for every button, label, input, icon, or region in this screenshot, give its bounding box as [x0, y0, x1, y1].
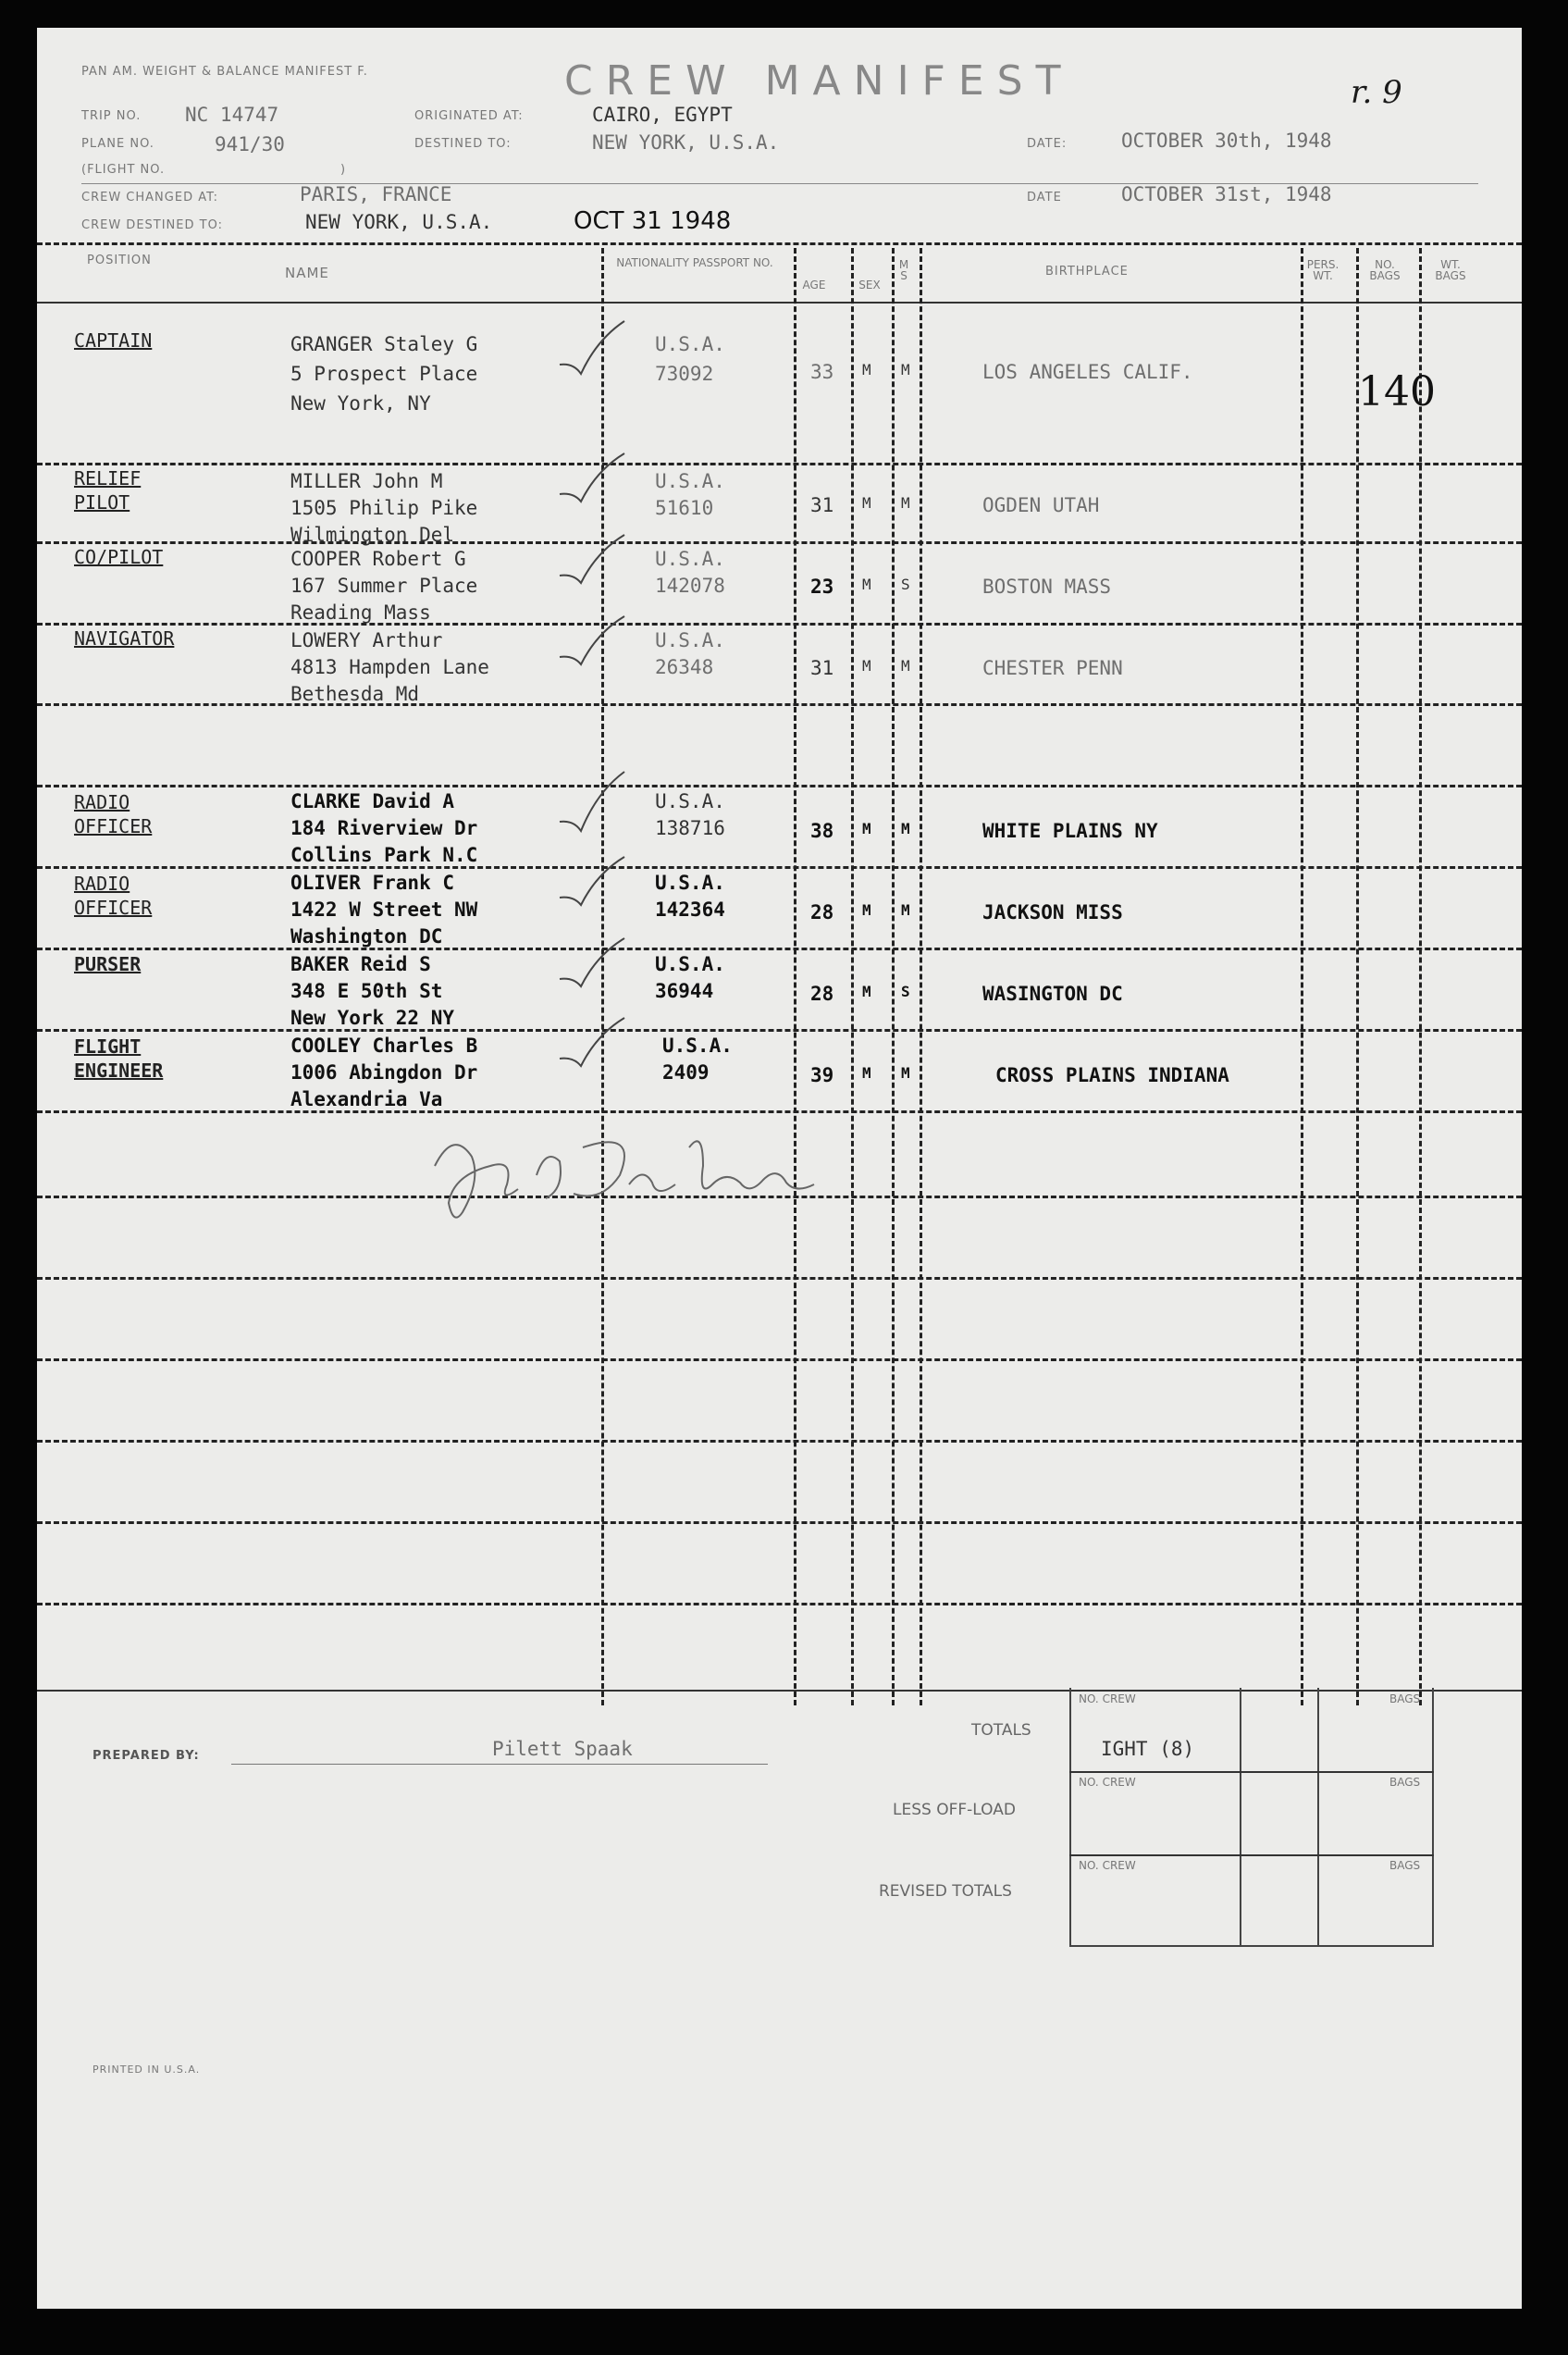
crew-age: 31 [810, 494, 834, 516]
crew-name: GRANGER Staley G [290, 333, 478, 355]
date2-label: DATE [1027, 191, 1062, 205]
less-offload-label: LESS OFF-LOAD [893, 1801, 1016, 1819]
totals-divider-2 [1069, 1854, 1434, 1856]
crew-position-line2: OFFICER [74, 815, 153, 837]
check-mark-icon [555, 613, 629, 677]
crew-name-block [290, 329, 477, 418]
crew-birthplace: LOS ANGELES CALIF. [982, 361, 1193, 383]
col-wt-bags: WT. BAGS [1435, 258, 1466, 282]
check-mark-icon [555, 935, 629, 999]
crew-position: CAPTAIN [74, 329, 153, 352]
crew-sex: M [862, 494, 871, 512]
totals-divider-1 [1069, 1771, 1434, 1773]
crew-age: 38 [810, 820, 834, 842]
plane-no: 941/30 [215, 133, 285, 155]
no-crew-label-revised: NO. CREW [1079, 1859, 1136, 1872]
manifest-sheet [37, 28, 1522, 2309]
printed-in-usa: PRINTED IN U.S.A. [93, 2064, 201, 2076]
crew-name-block [290, 1033, 477, 1113]
crew-city: Reading Mass [290, 601, 431, 624]
check-mark-icon [555, 531, 629, 596]
crew-name: OLIVER Frank C [290, 872, 455, 894]
crew-passport: 51610 [655, 497, 714, 519]
no-crew-label: NO. CREW [1079, 1692, 1136, 1705]
row-rule-2 [37, 541, 1522, 544]
crew-row [74, 546, 163, 568]
crew-street: 167 Summer Place [290, 575, 478, 597]
crew-city: Wilmington Del [290, 524, 455, 546]
row-rule-3 [37, 623, 1522, 626]
crew-totals-box [1069, 1688, 1241, 1947]
crew-position: PURSER [74, 953, 142, 975]
row-rule-8 [37, 1029, 1522, 1032]
crew-birthplace: WHITE PLAINS NY [982, 820, 1158, 842]
crew-name: CLARKE David A [290, 790, 455, 812]
crew-city: Washington DC [290, 925, 443, 948]
prepared-by-line [231, 1764, 768, 1765]
check-mark-icon [555, 853, 629, 918]
crew-birthplace: JACKSON MISS [982, 901, 1123, 923]
form-name: PAN AM. WEIGHT & BALANCE MANIFEST F. [81, 65, 368, 79]
check-mark-icon [555, 450, 629, 514]
crew-passport: 73092 [655, 363, 714, 385]
plane-label: PLANE NO. [81, 137, 154, 151]
flight-close: ) [340, 163, 347, 177]
destined-label: DESTINED TO: [414, 137, 512, 151]
crew-row [74, 627, 174, 650]
crew-street: 1006 Abingdon Dr [290, 1061, 478, 1084]
crew-age: 28 [810, 983, 834, 1005]
crew-marital: S [901, 983, 910, 1000]
crew-total-value: IGHT (8) [1101, 1738, 1195, 1760]
crew-city: New York, NY [290, 392, 431, 415]
crew-row [74, 329, 152, 352]
crew-position: NAVIGATOR [74, 627, 175, 650]
col-no-bags: NO. BAGS [1369, 258, 1401, 282]
crew-row [74, 790, 152, 838]
row-rule-11 [37, 1277, 1522, 1280]
col-ms: M S [898, 258, 909, 282]
crew-name: BAKER Reid S [290, 953, 431, 975]
divider-sex-ms [892, 248, 895, 1705]
check-mark-icon [555, 768, 629, 842]
crew-row [74, 872, 152, 920]
check-mark-icon [555, 316, 629, 390]
crew-nationality-block [655, 870, 725, 923]
trip-no: NC 14747 [185, 104, 279, 126]
prepared-by-value: Pilett Spaak [492, 1738, 633, 1760]
divider-age-sex [851, 248, 854, 1705]
crew-row [74, 1035, 163, 1083]
date-value: OCTOBER 30th, 1948 [1121, 130, 1332, 152]
crew-position: CO/PILOT [74, 546, 164, 568]
crew-sex: M [862, 361, 871, 378]
totals-label: TOTALS [971, 1721, 1031, 1740]
crew-birthplace: CHESTER PENN [982, 657, 1123, 679]
divider-ms-birthplace [920, 248, 922, 1705]
crew-marital: M [901, 494, 910, 512]
row-rule-5 [37, 785, 1522, 787]
crew-nationality: U.S.A. [655, 872, 725, 894]
crew-name-block [290, 788, 477, 869]
check-mark-icon [555, 1014, 629, 1079]
crew-passport: 26348 [655, 656, 714, 678]
row-rule-7 [37, 948, 1522, 950]
crew-change-label: CREW CHANGED AT: [81, 191, 218, 205]
col-sex: SEX [858, 279, 881, 291]
crew-position: FLIGHT [74, 1035, 142, 1058]
originated-label: ORIGINATED AT: [414, 109, 524, 123]
crew-nationality: U.S.A. [662, 1035, 733, 1057]
crew-age: 39 [810, 1064, 834, 1086]
crew-name-block [290, 870, 477, 950]
col-pers-wt: PERS. WT. [1306, 258, 1340, 282]
bags-label: BAGS [1389, 1692, 1421, 1705]
crew-name: MILLER John M [290, 470, 443, 492]
crew-street: 184 Riverview Dr [290, 817, 478, 839]
originated-value: CAIRO, EGYPT [592, 104, 733, 126]
spare-totals-box [1238, 1688, 1319, 1947]
crew-marital: M [901, 361, 910, 378]
crew-sex: M [862, 983, 871, 1000]
column-header-rule [37, 302, 1522, 304]
divider-birthplace-weight [1301, 248, 1303, 1705]
divider-bags-wtbags [1419, 248, 1422, 1705]
crew-position-line2: PILOT [74, 491, 130, 514]
crew-sex: M [862, 901, 871, 919]
col-nationality: NATIONALITY PASSPORT NO. [616, 256, 773, 269]
flight-label: (FLIGHT NO. [81, 163, 166, 177]
crew-passport: 138716 [655, 817, 725, 839]
divider-weight-bags [1356, 248, 1359, 1705]
crew-age: 23 [810, 576, 834, 598]
crew-position: RADIO [74, 873, 130, 895]
crew-birthplace: WASINGTON DC [982, 983, 1123, 1005]
crew-nationality-block [655, 627, 725, 681]
crew-position-line2: ENGINEER [74, 1060, 164, 1082]
crew-name-block [290, 951, 454, 1032]
date2-value: OCTOBER 31st, 1948 [1121, 183, 1332, 205]
crew-nationality: U.S.A. [655, 548, 725, 570]
crew-name: LOWERY Arthur [290, 629, 443, 651]
crew-city: Alexandria Va [290, 1088, 443, 1110]
crew-position: RADIO [74, 791, 130, 813]
crew-nationality: U.S.A. [655, 333, 725, 355]
crew-city: Collins Park N.C [290, 844, 478, 866]
row-rule-12 [37, 1358, 1522, 1361]
crew-marital: M [901, 1064, 910, 1082]
crew-street: 348 E 50th St [290, 980, 443, 1002]
crew-position: RELIEF [74, 467, 142, 490]
date-label: DATE: [1027, 137, 1068, 151]
row-rule-1 [37, 463, 1522, 465]
crew-marital: M [901, 657, 910, 675]
crew-nationality: U.S.A. [655, 629, 725, 651]
crew-passport: 2409 [662, 1061, 710, 1084]
destined-value: NEW YORK, U.S.A. [592, 131, 780, 154]
row-rule-6 [37, 866, 1522, 869]
crew-nationality: U.S.A. [655, 790, 725, 812]
crew-nationality: U.S.A. [655, 953, 725, 975]
crew-sex: M [862, 1064, 871, 1082]
crew-position-line2: OFFICER [74, 897, 153, 919]
row-rule-14 [37, 1521, 1522, 1524]
row-rule-4 [37, 703, 1522, 706]
crew-street: 5 Prospect Place [290, 363, 478, 385]
crew-name: COOPER Robert G [290, 548, 466, 570]
crew-sex: M [862, 820, 871, 837]
table-top-rule [37, 242, 1522, 245]
crew-age: 28 [810, 901, 834, 923]
bags-totals-box [1317, 1688, 1434, 1947]
crew-name-block [290, 627, 489, 708]
col-name: NAME [285, 265, 329, 281]
crew-age: 33 [810, 361, 834, 383]
crew-nationality: U.S.A. [655, 470, 725, 492]
crew-sex: M [862, 576, 871, 593]
crew-marital: S [901, 576, 910, 593]
crew-row [74, 466, 141, 514]
bags-label-offload: BAGS [1389, 1776, 1421, 1789]
col-position: POSITION [87, 254, 152, 267]
trip-label: TRIP NO. [81, 109, 142, 123]
crew-nationality-block [662, 1033, 733, 1086]
crew-street: 1505 Philip Pike [290, 497, 478, 519]
revised-totals-label: REVISED TOTALS [879, 1882, 1012, 1901]
crew-nationality-block [655, 468, 725, 522]
row-rule-13 [37, 1440, 1522, 1443]
crew-street: 4813 Hampden Lane [290, 656, 489, 678]
crew-passport: 142364 [655, 899, 725, 921]
crew-city: Bethesda Md [290, 683, 420, 705]
crew-destined-value: NEW YORK, U.S.A. [305, 211, 493, 233]
crew-birthplace: OGDEN UTAH [982, 494, 1100, 516]
row-rule-15 [37, 1603, 1522, 1605]
crew-city: New York 22 NY [290, 1007, 455, 1029]
crew-birthplace: BOSTON MASS [982, 576, 1112, 598]
crew-name-block [290, 468, 477, 549]
bags-label-revised: BAGS [1389, 1859, 1421, 1872]
col-age: AGE [802, 279, 826, 291]
signature [398, 1110, 823, 1231]
crew-nationality-block [655, 329, 725, 389]
weight-note: 140 [1358, 368, 1436, 415]
crew-passport: 142078 [655, 575, 725, 597]
crew-marital: M [901, 901, 910, 919]
prepared-by-label: PREPARED BY: [93, 1749, 200, 1763]
page-title: CREW MANIFEST [564, 57, 1074, 105]
col-birthplace: BIRTHPLACE [1045, 265, 1129, 279]
divider-nationality-age [794, 248, 796, 1705]
received-stamp: OCT 31 1948 [574, 207, 732, 235]
crew-name-block [290, 546, 477, 626]
crew-passport: 36944 [655, 980, 714, 1002]
crew-birthplace: CROSS PLAINS INDIANA [995, 1064, 1229, 1086]
no-crew-label-offload: NO. CREW [1079, 1776, 1136, 1789]
crew-row [74, 953, 141, 975]
crew-change-value: PARIS, FRANCE [300, 183, 452, 205]
crew-age: 31 [810, 657, 834, 679]
corner-note: r. 9 [1351, 74, 1402, 111]
crew-nationality-block [655, 788, 725, 842]
crew-nationality-block [655, 951, 725, 1005]
crew-street: 1422 W Street NW [290, 899, 478, 921]
crew-nationality-block [655, 546, 725, 600]
crew-sex: M [862, 657, 871, 675]
crew-destined-label: CREW DESTINED TO: [81, 218, 223, 232]
crew-name: COOLEY Charles B [290, 1035, 478, 1057]
crew-marital: M [901, 820, 910, 837]
